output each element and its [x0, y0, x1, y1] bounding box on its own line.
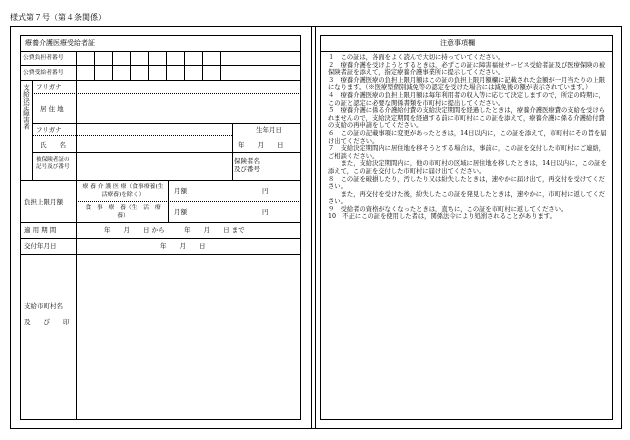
name-label: 氏 名 [40, 141, 66, 149]
period-value: 年 月 日 から 年 月 日 まで [104, 226, 245, 234]
birthdate-label: 生年月日 [256, 126, 282, 134]
note-9: ９ 受給者の資格がなくなったときは，直ちに，この証を市町村に返してください。 [328, 205, 568, 213]
address-label: 居 住 地 [40, 105, 64, 113]
furigana-label: フリガナ [36, 83, 62, 91]
card-title: 療養介護医療受給者証 [25, 39, 95, 47]
period-label: 適 用 期 間 [24, 226, 57, 234]
note-7b: また，支給決定期間内に，他の市町村の区域に居住地を移したときは，14日以内に，この証を添えて，この証を交付した市町村に届け出てください。 [328, 160, 607, 175]
issue-date-value: 年 月 日 [160, 242, 206, 250]
note-7: ７ 支給決定期間内に居住地を移そうとする場合は，事前に，この証を交付した市町村にご連絡，ご相談ください。 [328, 145, 606, 160]
note-4: ４ 療養介護医療の負担上限月額は毎年利用者の収入等に応じて決定しますので，所定の時期に，この証と認定に必要な関係書類を市町村に提出してください。 [328, 91, 605, 107]
note-1: １ この証は，各面をよく読んで大切に持っていてください。 [328, 54, 505, 61]
insurer-label: 保険者名及び番号 [234, 157, 260, 173]
note-8b: また，再交付を受けた後，紛失したこの証を発見したときは，速やかに，市町村に返してください。 [328, 190, 606, 206]
note-3: ３ 療養介護医療の負担上限月額はこの証の負担上限月額欄に記載された金額が一月当たりの上限になります。（※医療型個別減免等の認定を受けた場合には減免後の額が表示されています。） [328, 76, 606, 92]
issue-date-label: 交付年月日 [24, 242, 57, 250]
note-10: 10 不正にこの証を使用した者は，関係法令により処罰されることがあります。 [328, 213, 556, 221]
limit-label: 負担上限月額 [24, 198, 63, 206]
yen-label-2: 円 [262, 208, 269, 216]
note-5: ５ 療養介護に係る介護給付費の支給決定期間を経過したときは，療養介護医療費の支給を受けられませんので，支給決定期間を経過する前に市町村にこの証を添えて，療養介護に係る介護給付費の支給の再申請をしてください。 [328, 107, 606, 130]
monthly-label-1: 月額 [174, 187, 187, 195]
recipient-no-label: 公費受給者番号 [23, 70, 64, 76]
public-payer-no-label: 公費負担者番号 [23, 55, 64, 61]
seal-label: 及 び 印 [24, 318, 70, 326]
limit-row-care-medical: 療 養 介 護 医 療（食事療養(生活療養)を除く） [82, 184, 164, 198]
monthly-label-2: 月額 [174, 208, 187, 216]
insurer-no-label: 被保険者証の記号及び番号 [36, 157, 70, 170]
yen-label-1: 円 [262, 187, 269, 195]
notes-list [328, 54, 610, 221]
birthdate-value: 年 月 日 [238, 141, 284, 149]
limit-row-meal: 食 事 療 養（生 活 療 養） [85, 205, 167, 219]
furigana-label-2: フリガナ [36, 126, 62, 134]
note-2: ２ 療養介護を受けようとするときは，必ずこの証に障害福祉サービス受給者証及び医療保険の被保険者証を添えて，指定療養介護事業所に提示してください。 [328, 61, 606, 77]
note-6: ６ この証の記載事項に変更があったときは，14日以内に，この証を添えて，市町村にその旨を届け出てください。 [328, 129, 607, 145]
side-label-recipient: 支給決定障害者 [22, 84, 30, 130]
municipality-label: 支給市町村名 [24, 302, 63, 310]
note-8: ８ この証を破損したり，汚したり又は紛失したときは，速やかに届け出て，再交付を受けてください。 [328, 175, 605, 191]
notes-title: 注意事項欄 [440, 39, 475, 47]
center-divider [311, 26, 312, 429]
form-number-title: 様式第７号（第４条関係） [10, 13, 106, 22]
